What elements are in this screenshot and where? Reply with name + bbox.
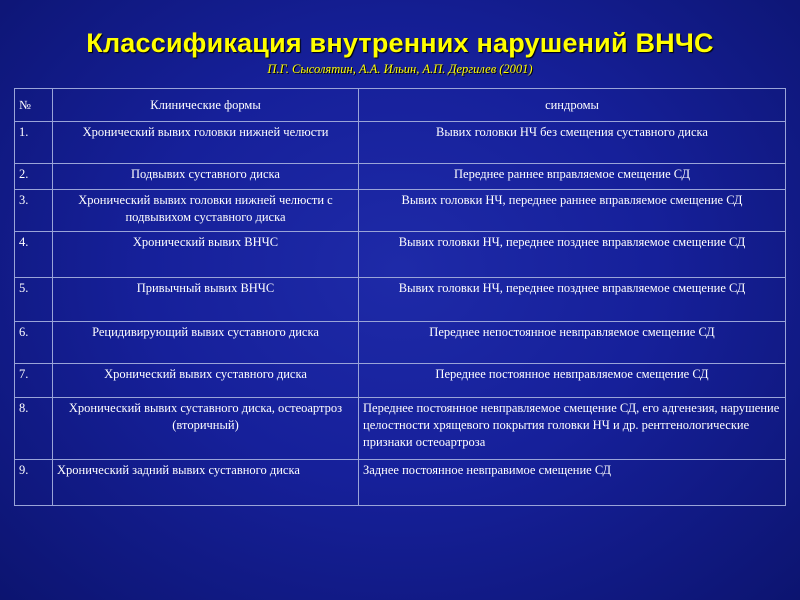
row-number: 4. (15, 232, 53, 278)
row-clinical-form: Привычный вывих ВНЧС (53, 278, 359, 322)
row-number: 8. (15, 398, 53, 460)
table-row (15, 278, 786, 322)
table-row (15, 398, 786, 460)
row-clinical-form: Хронический вывих головки нижней челюсти (53, 122, 359, 164)
row-clinical-form: Подвывих суставного диска (53, 164, 359, 190)
page-title: Классификация внутренних нарушений ВНЧС (86, 28, 714, 58)
table-header-row (15, 89, 786, 122)
row-number: 5. (15, 278, 53, 322)
row-syndrome: Переднее непостоянное невправляемое смещение СД (359, 322, 786, 364)
row-clinical-form: Хронический вывих ВНЧС (53, 232, 359, 278)
table-row (15, 232, 786, 278)
table-row (15, 190, 786, 232)
row-syndrome: Переднее раннее вправляемое смещение СД (359, 164, 786, 190)
table-row (15, 460, 786, 506)
page-subtitle: П.Г. Сысолятин, А.А. Ильин, А.П. Дергилев (2001) (267, 62, 533, 76)
row-syndrome: Переднее постоянное невправляемое смещение СД (359, 364, 786, 398)
row-clinical-form: Хронический вывих головки нижней челюсти с подвывихом суставного диска (53, 190, 359, 232)
row-number: 9. (15, 460, 53, 506)
header-number: № (15, 89, 53, 122)
row-syndrome: Вывих головки НЧ, переднее раннее вправляемое смещение СД (359, 190, 786, 232)
header-syndromes: синдромы (359, 89, 786, 122)
row-clinical-form: Рецидивирующий вывих суставного диска (53, 322, 359, 364)
row-number: 3. (15, 190, 53, 232)
row-number: 6. (15, 322, 53, 364)
row-syndrome: Вывих головки НЧ без смещения суставного диска (359, 122, 786, 164)
header-clinical-forms: Клинические формы (53, 89, 359, 122)
table-row (15, 364, 786, 398)
row-number: 7. (15, 364, 53, 398)
row-syndrome: Заднее постоянное невправимое смещение СД (359, 460, 786, 506)
table-row (15, 322, 786, 364)
row-syndrome: Вывих головки НЧ, переднее позднее вправляемое смещение СД (359, 232, 786, 278)
row-clinical-form: Хронический вывих суставного диска (53, 364, 359, 398)
row-number: 2. (15, 164, 53, 190)
row-clinical-form: Хронический задний вывих суставного диска (53, 460, 359, 506)
row-syndrome: Вывих головки НЧ, переднее позднее вправляемое смещение СД (359, 278, 786, 322)
row-syndrome: Переднее постоянное невправляемое смещение СД, его адгенезия, нарушение целостности хрящевого покрытия головки НЧ и др. рентгенологические признаки остеоартроза (359, 398, 786, 460)
table-row (15, 164, 786, 190)
row-number: 1. (15, 122, 53, 164)
table-row (15, 122, 786, 164)
classification-table (14, 88, 786, 506)
row-clinical-form: Хронический вывих суставного диска, остеоартроз (вторичный) (53, 398, 359, 460)
